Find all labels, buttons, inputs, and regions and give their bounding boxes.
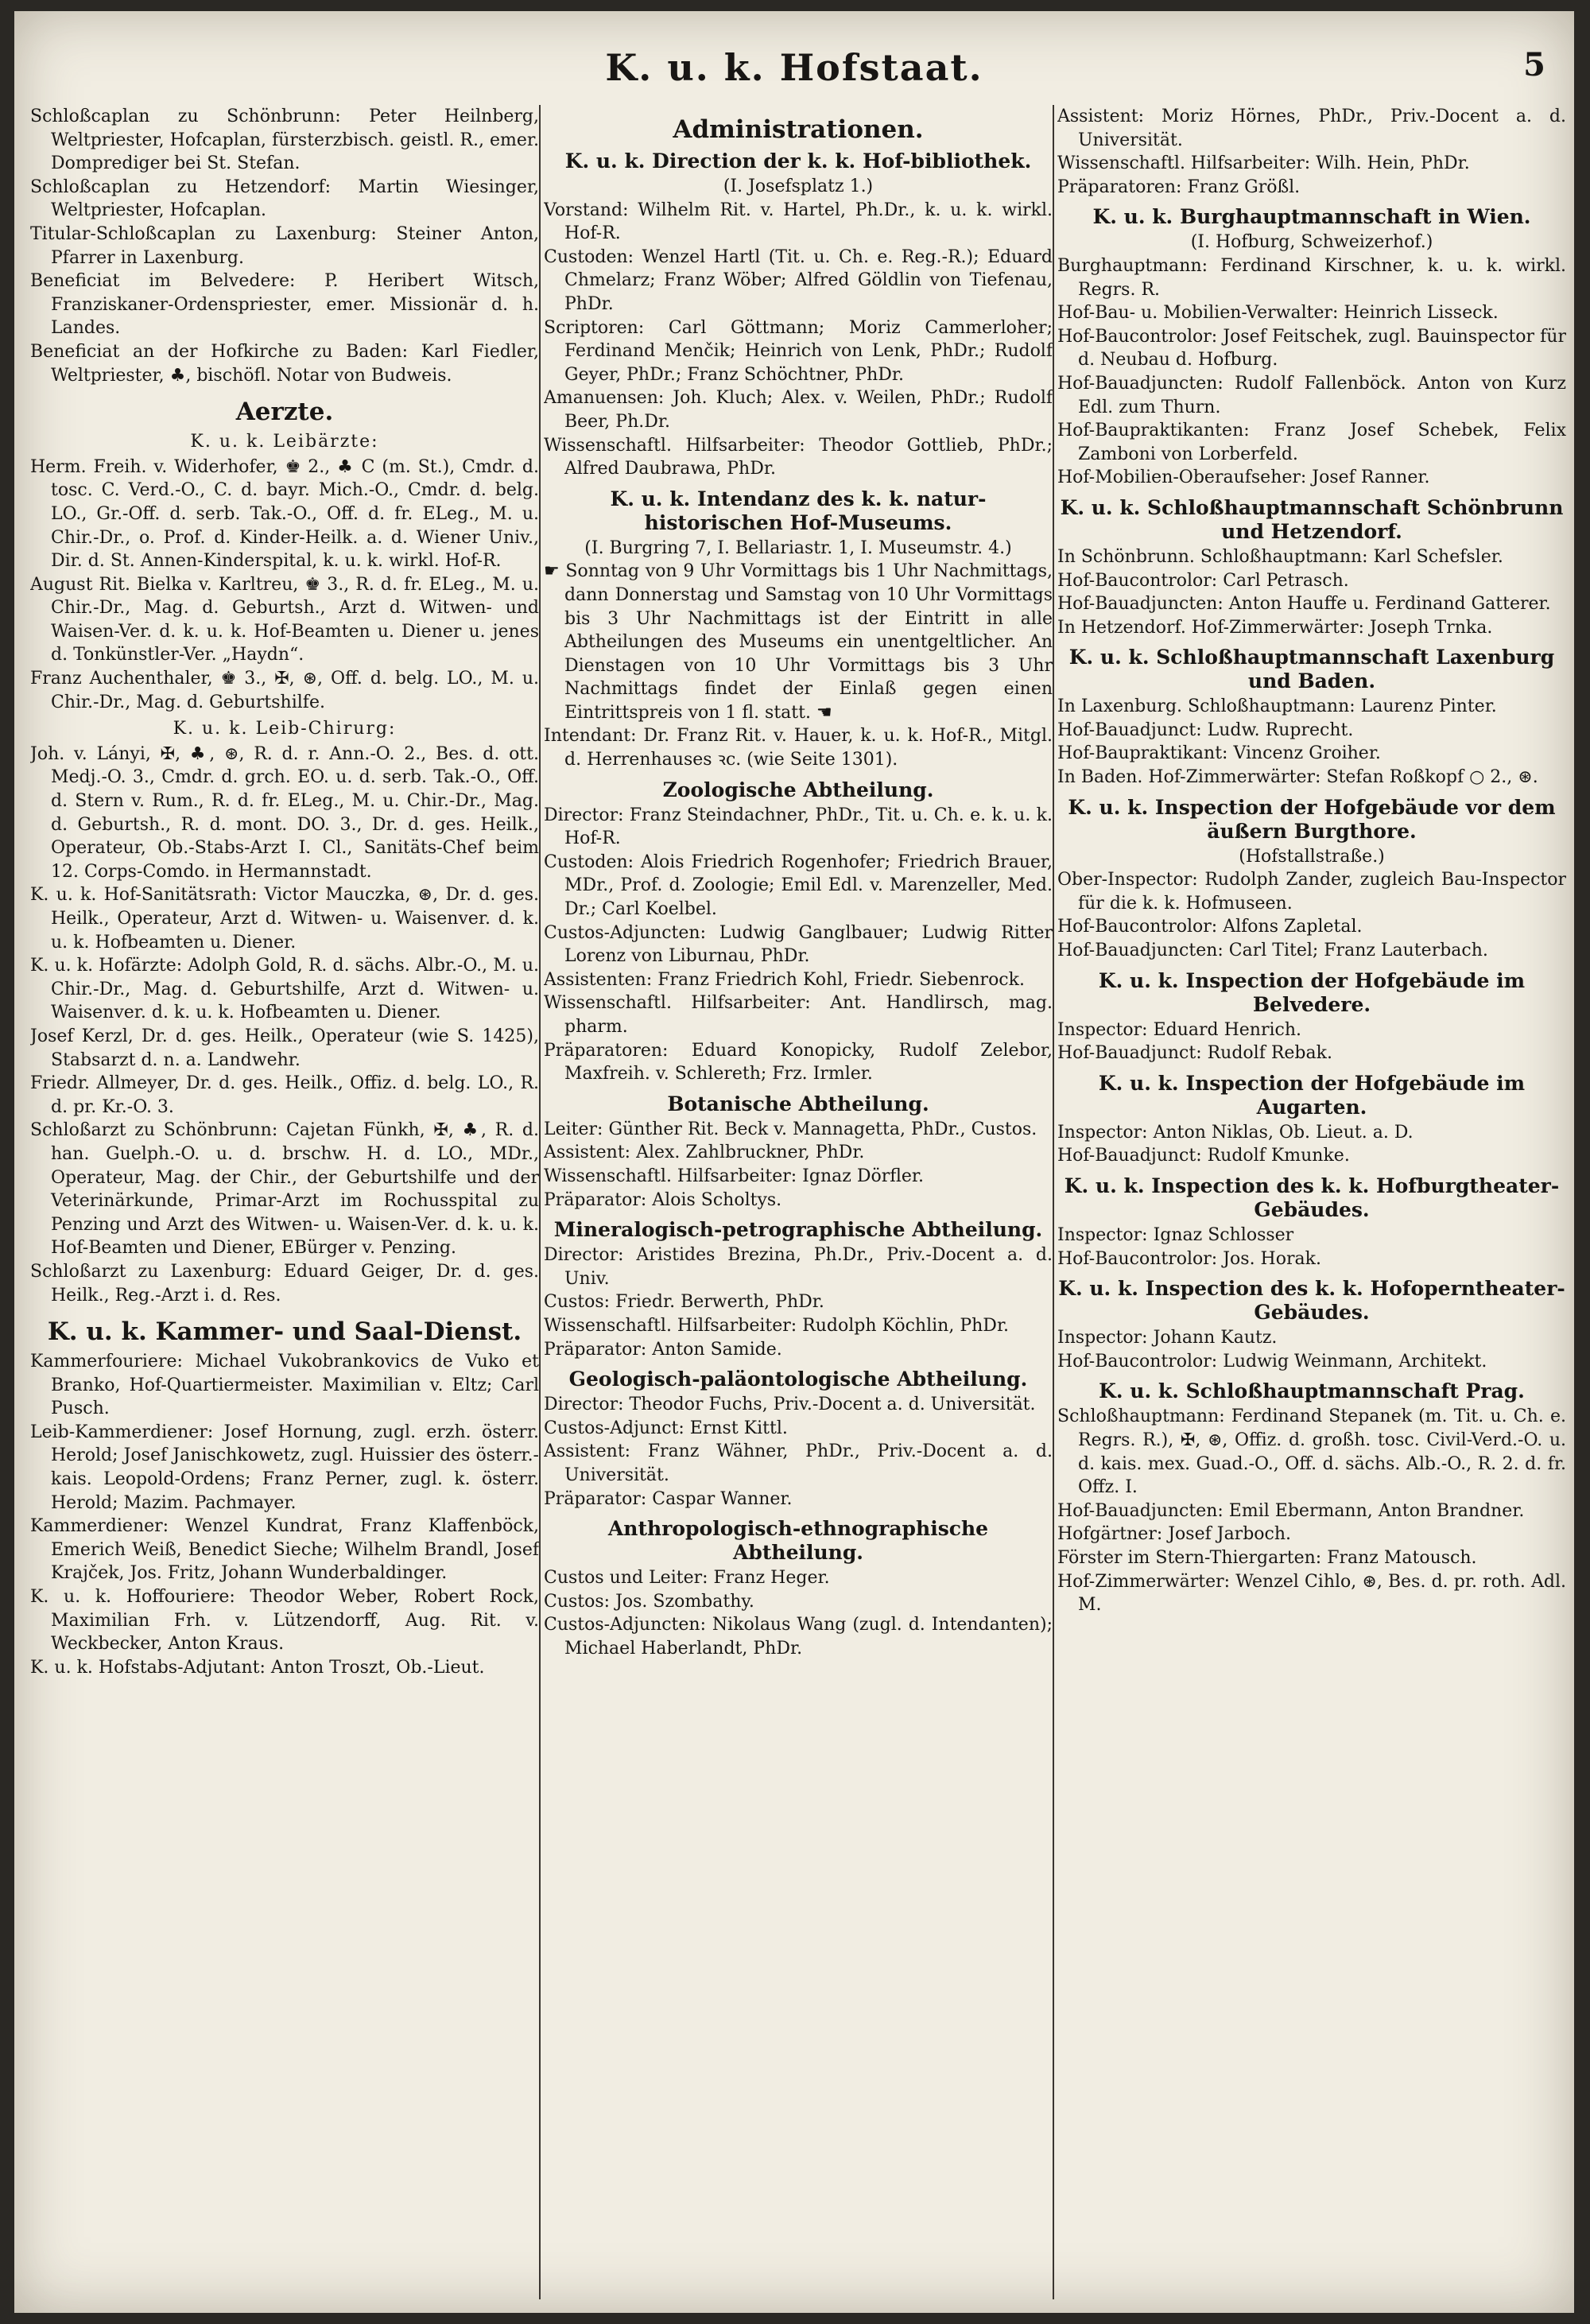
directory-entry: Custos: Jos. Szombathy.: [544, 1591, 754, 1612]
directory-entry: Vorstand: Wilhelm Rit. v. Hartel, Ph.Dr., k. u. k. wirkl. Hof-R.: [544, 200, 1053, 244]
address-note: (I. Josefsplatz 1.): [723, 177, 874, 196]
directory-entry: Director: Theodor Fuchs, Priv.-Docent a. d. Universität.: [544, 1395, 1036, 1415]
directory-entry: Kammerfouriere: Michael Vukobrankovics de Vuko et Branko, Hof-Quartiermeister. Maximilian v. Eltz; Carl Pusch.: [30, 1352, 539, 1419]
directory-entry: In Baden. Hof-Zimmerwärter: Stefan Roßkopf ○ 2., ⊛.: [1057, 767, 1538, 788]
subsection-heading: K. u. k. Inspection der Hofgebäude vor dem äußern Burgthore.: [1068, 795, 1556, 843]
directory-entry: Wissenschaftl. Hilfsarbeiter: Ant. Handlirsch, mag. pharm.: [544, 993, 1053, 1037]
directory-entry: Wissenschaftl. Hilfsarbeiter: Wilh. Hein, PhDr.: [1057, 153, 1470, 174]
directory-entry: In Hetzendorf. Hof-Zimmerwärter: Joseph Trnka.: [1057, 617, 1493, 638]
directory-entry: Kammerdiener: Wenzel Kundrat, Franz Klaffenböck, Emerich Weiß, Benedict Sieche; Wilhelm Brandl, Josef Krajček, Jos. Fritz, Johann Wunderbaldinger.: [30, 1516, 539, 1584]
address-note: (I. Hofburg, Schweizerhof.): [1190, 232, 1433, 253]
subsection-heading: K. u. k. Burghauptmannschaft in Wien.: [1092, 205, 1531, 229]
directory-entry: In Schönbrunn. Schloßhauptmann: Karl Schefsler.: [1057, 546, 1503, 567]
directory-entry: Custos-Adjunct: Ernst Kittl.: [544, 1418, 788, 1438]
group-label: K. u. k. Leibärzte:: [190, 432, 379, 452]
directory-entry: Wissenschaftl. Hilfsarbeiter: Ignaz Dörfler.: [544, 1166, 925, 1186]
directory-entry: Hof-Bauadjuncten: Carl Titel; Franz Lauterbach.: [1057, 941, 1488, 961]
directory-entry: Josef Kerzl, Dr. d. ges. Heilk., Operateur (wie S. 1425), Stabsarzt d. n. a. Landwehr.: [30, 1026, 539, 1070]
subsection-heading: K. u. k. Direction der k. k. Hof-bibliothek.: [564, 149, 1032, 173]
column-rule: [1053, 105, 1054, 2299]
directory-entry: Hof-Baupraktikanten: Franz Josef Schebek, Felix Zamboni von Lorberfeld.: [1057, 421, 1566, 464]
directory-entry: Amanuensen: Joh. Kluch; Alex. v. Weilen, PhDr.; Rudolf Beer, Ph.Dr.: [544, 388, 1053, 432]
section-heading: Administrationen.: [673, 115, 924, 144]
directory-entry: Hof-Zimmerwärter: Wenzel Cihlo, ⊛, Bes. d. pr. roth. Adl. M.: [1057, 1571, 1566, 1616]
column-right: [1057, 105, 1566, 2299]
subsection-heading: K. u. k. Intendanz des k. k. natur-historischen Hof-Museums.: [610, 487, 987, 534]
directory-entry: K. u. k. Hof-Sanitätsrath: Victor Mauczka, ⊛, Dr. d. ges. Heilk., Operateur, Arzt d. Witwen- u. Waisenver. d. k. u. k. Hofbeamten u. Diener.: [30, 885, 539, 952]
directory-entry: Assistenten: Franz Friedrich Kohl, Friedr. Siebenrock.: [544, 969, 1025, 990]
directory-entry: ☛ Sonntag von 9 Uhr Vormittags bis 1 Uhr Nachmittags, dann Donnerstag und Samstag von 10 Uhr Vormittags bis 3 Uhr Nachmittags ist der Eintritt in alle Abtheilungen des Museums ein unentgeltlicher. An Dienstagen von 10 Uhr Vormittags bis 3 Uhr Nachmittags findet der Einlaß gegen einen Eintrittspreis von 1 fl. statt. ☚: [544, 561, 1053, 723]
subsection-heading: K. u. k. Inspection des k. k. Hofoperntheater-Gebäudes.: [1058, 1277, 1565, 1325]
subsection-heading: Anthropologisch-ethnographische Abtheilung.: [607, 1517, 989, 1565]
directory-entry: Assistent: Franz Wähner, PhDr., Priv.-Docent a. d. Universität.: [544, 1441, 1053, 1485]
subsection-heading: K. u. k. Schloßhauptmannschaft Prag.: [1099, 1379, 1525, 1403]
directory-entry: Schloßhauptmann: Ferdinand Stepanek (m. Tit. u. Ch. e. Regrs. R.), ✠, ⊛, Offiz. d. großh. tosc. Civil-Verd.-O. u. d. kais. mex. Guad.-O., Off. d. sächs. Alb.-O., R. 2. d. fr. Offz. I.: [1057, 1406, 1566, 1498]
directory-entry: Inspector: Johann Kautz.: [1057, 1328, 1278, 1348]
directory-entry: Schloßarzt zu Laxenburg: Eduard Geiger, Dr. d. ges. Heilk., Reg.-Arzt i. d. Res.: [30, 1261, 539, 1306]
page-header: [14, 40, 1574, 95]
directory-entry: Hofgärtner: Josef Jarboch.: [1057, 1524, 1292, 1545]
subsection-heading: K. u. k. Schloßhauptmannschaft Schönbrunn und Hetzendorf.: [1060, 495, 1564, 543]
directory-entry: Hof-Baucontrolor: Carl Petrasch.: [1057, 570, 1349, 591]
directory-entry: Inspector: Anton Niklas, Ob. Lieut. a. D.: [1057, 1122, 1414, 1143]
directory-entry: Hof-Bauadjunct: Rudolf Rebak.: [1057, 1043, 1332, 1064]
directory-entry: Hof-Bauadjuncten: Emil Ebermann, Anton Brandner.: [1057, 1500, 1525, 1521]
directory-entry: In Laxenburg. Schloßhauptmann: Laurenz Pinter.: [1057, 696, 1497, 717]
page-number: 5: [1523, 46, 1545, 83]
directory-entry: Beneficiat an der Hofkirche zu Baden: Karl Fiedler, Weltpriester, ♣, bischöfl. Notar von Budweis.: [30, 341, 539, 386]
book-page: [14, 11, 1574, 2313]
subsection-heading: K. u. k. Inspection der Hofgebäude im Augarten.: [1098, 1071, 1526, 1119]
directory-entry: Präparator: Caspar Wanner.: [544, 1488, 793, 1509]
directory-entry: K. u. k. Hoffouriere: Theodor Weber, Robert Rock, Maximilian Frh. v. Lützendorff, Aug. Rit. v. Weckbecker, Anton Kraus.: [30, 1587, 539, 1655]
directory-entry: Inspector: Ignaz Schlosser: [1057, 1225, 1294, 1245]
directory-entry: Schloßcaplan zu Schönbrunn: Peter Heilnberg, Weltpriester, Hofcaplan, fürsterzbisch. geistl. R., emer. Domprediger bei St. Stefan.: [30, 107, 539, 174]
directory-entry: Schloßcaplan zu Hetzendorf: Martin Wiesinger, Weltpriester, Hofcaplan.: [30, 177, 539, 221]
directory-entry: Inspector: Eduard Henrich.: [1057, 1019, 1302, 1040]
subsection-heading: K. u. k. Inspection der Hofgebäude im Belvedere.: [1098, 968, 1526, 1016]
directory-entry: Joh. v. Lányi, ✠, ♣, ⊛, R. d. r. Ann.-O. 2., Bes. d. ott. Medj.-O. 3., Cmdr. d. grch. EO. u. d. serb. Tak.-O., Off. d. Stern v. Rum., R. d. fr. ELeg., M. u. Chir.-Dr., Mag. d. Geburtsh., R. d. mont. DO. 3., Dr. d. ges. Heilk., Operateur, Ob.-Stabs-Arzt I. Cl., Sanitäts-Chef beim 12. Corps-Comdo. in Hermannstadt.: [30, 743, 539, 882]
directory-entry: Schloßarzt zu Schönbrunn: Cajetan Fünkh, ✠, ♣, R. d. han. Guelph.-O. u. d. brschw. H. d. LO., MDr., Operateur, Mag. der Chir., der Geburtshilfe und der Veterinärkunde, Primar-Arzt im Rochusspital zu Penzing und Arzt des Witwen- u. Waisen-Ver. d. k. u. k. Hof-Beamten und Diener, EBürger v. Penzing.: [30, 1120, 539, 1259]
directory-entry: Intendant: Dr. Franz Rit. v. Hauer, k. u. k. Hof-R., Mitgl. d. Herrenhauses ꝛc. (wie Seite 1301).: [544, 726, 1053, 770]
column-middle: [544, 105, 1053, 2299]
directory-entry: Franz Auchenthaler, ♚ 3., ✠, ⊛, Off. d. belg. LO., M. u. Chir.-Dr., Mag. d. Geburtshilfe.: [30, 669, 539, 712]
directory-entry: Beneficiat im Belvedere: P. Heribert Witsch, Franziskaner-Ordenspriester, emer. Missionär d. h. Landes.: [30, 271, 539, 339]
section-heading: Aerzte.: [235, 398, 334, 427]
directory-entry: Hof-Baucontrolor: Ludwig Weinmann, Architekt.: [1057, 1351, 1487, 1372]
directory-entry: Hof-Bauadjunct: Ludw. Ruprecht.: [1057, 720, 1354, 740]
directory-entry: Hof-Baucontrolor: Jos. Horak.: [1057, 1248, 1321, 1269]
directory-entry: Burghauptmann: Ferdinand Kirschner, k. u. k. wirkl. Regrs. R.: [1057, 255, 1566, 300]
directory-entry: Hof-Bau- u. Mobilien-Verwalter: Heinrich Lisseck.: [1057, 303, 1499, 324]
directory-entry: Hof-Bauadjunct: Rudolf Kmunke.: [1057, 1146, 1350, 1166]
directory-entry: Titular-Schloßcaplan zu Laxenburg: Steiner Anton, Pfarrer in Laxenburg.: [30, 223, 539, 268]
directory-entry: Förster im Stern-Thiergarten: Franz Matousch.: [1057, 1547, 1477, 1568]
directory-entry: Custos und Leiter: Franz Heger.: [544, 1568, 830, 1589]
directory-entry: Herm. Freih. v. Widerhofer, ♚ 2., ♣ C (m. St.), Cmdr. d. tosc. C. Verd.-O., C. d. bayr. Mich.-O., Cmdr. d. belg. LO., Gr.-Off. d. serb. Tak.-O., Off. d. fr. ELeg., M. u. Chir.-Dr., o. Prof. d. Kinder-Heilk. a. d. Wiener Univ., Dir. d. St. Annen-Kinderspital, k. u. k. wirkl. Hof-R.: [30, 456, 539, 572]
group-label: K. u. k. Leib-Chirurg:: [173, 719, 397, 739]
directory-entry: Hof-Baupraktikant: Vincenz Groiher.: [1057, 743, 1381, 764]
directory-entry: Custos: Friedr. Berwerth, PhDr.: [544, 1292, 824, 1313]
directory-entry: Custoden: Wenzel Hartl (Tit. u. Ch. e. Reg.-R.); Eduard Chmelarz; Franz Wöber; Alfred Göldlin von Tiefenau, PhDr.: [544, 246, 1053, 314]
directory-entry: Custoden: Alois Friedrich Rogenhofer; Friedrich Brauer, MDr., Prof. d. Zoologie; Emil Edl. v. Marenzeller, Med. Dr.; Carl Koelbel.: [544, 852, 1053, 920]
section-heading: K. u. k. Kammer- und Saal-Dienst.: [47, 1317, 522, 1347]
directory-entry: Leib-Kammerdiener: Josef Hornung, zugl. erzh. österr. Herold; Josef Janischkowetz, zugl. Huissier des österr.-kais. Leopold-Ordens; Franz Perner, zugl. k. österr. Herold; Mazim. Pachmayer.: [30, 1422, 539, 1513]
subsection-heading: Zoologische Abtheilung.: [662, 778, 934, 801]
directory-entry: Director: Aristides Brezina, Ph.Dr., Priv.-Docent a. d. Univ.: [544, 1245, 1053, 1289]
directory-entry: Hof-Bauadjuncten: Rudolf Fallenböck. Anton von Kurz Edl. zum Thurn.: [1057, 373, 1566, 417]
directory-entry: Hof-Mobilien-Oberaufseher: Josef Ranner.: [1057, 468, 1430, 488]
directory-entry: Custos-Adjuncten: Nikolaus Wang (zugl. d. Intendanten); Michael Haberlandt, PhDr.: [544, 1615, 1053, 1659]
directory-entry: Hof-Bauadjuncten: Anton Hauffe u. Ferdinand Gatterer.: [1057, 594, 1551, 615]
subsection-heading: K. u. k. Schloßhauptmannschaft Laxenburg und Baden.: [1068, 646, 1555, 693]
directory-entry: Hof-Baucontrolor: Alfons Zapletal.: [1057, 917, 1363, 937]
directory-entry: Wissenschaftl. Hilfsarbeiter: Theodor Gottlieb, PhDr.; Alfred Daubrawa, PhDr.: [544, 435, 1053, 479]
address-note: (Hofstallstraße.): [1239, 846, 1385, 867]
directory-entry: Friedr. Allmeyer, Dr. d. ges. Heilk., Offiz. d. belg. LO., R. d. pr. Kr.-O. 3.: [30, 1073, 539, 1117]
directory-entry: Ober-Inspector: Rudolph Zander, zugleich Bau-Inspector für die k. k. Hofmuseen.: [1057, 870, 1566, 914]
directory-entry: Custos-Adjuncten: Ludwig Ganglbauer; Ludwig Ritter Lorenz von Liburnau, PhDr.: [544, 922, 1053, 967]
column-left: [30, 105, 539, 2299]
directory-entry: Präparator: Alois Scholtys.: [544, 1189, 782, 1210]
directory-entry: Hof-Baucontrolor: Josef Feitschek, zugl. Bauinspector für d. Neubau d. Hofburg.: [1057, 326, 1566, 371]
directory-entry: Präparator: Anton Samide.: [544, 1339, 782, 1360]
directory-entry: Assistent: Alex. Zahlbruckner, PhDr.: [544, 1143, 865, 1163]
subsection-heading: Mineralogisch-petrographische Abtheilung.: [553, 1218, 1043, 1242]
directory-entry: K. u. k. Hofstabs-Adjutant: Anton Troszt, Ob.-Lieut.: [30, 1657, 485, 1678]
directory-entry: Präparatoren: Eduard Konopicky, Rudolf Zelebor, Maxfreih. v. Schlereth; Frz. Irmler.: [544, 1040, 1053, 1084]
subsection-heading: K. u. k. Inspection des k. k. Hofburgtheater-Gebäudes.: [1064, 1174, 1560, 1221]
directory-entry: Leiter: Günther Rit. Beck v. Mannagetta, PhDr., Custos.: [544, 1119, 1037, 1139]
address-note: (I. Burgring 7, I. Bellariastr. 1, I. Museumstr. 4.): [584, 537, 1012, 558]
directory-entry: Präparatoren: Franz Größl.: [1057, 177, 1301, 197]
directory-entry: Assistent: Moriz Hörnes, PhDr., Priv.-Docent a. d. Universität.: [1057, 107, 1566, 150]
directory-entry: Scriptoren: Carl Göttmann; Moriz Cammerloher; Ferdinand Menčik; Heinrich von Lenk, PhDr.; Rudolf Geyer, PhDr.; Franz Schöchtner, PhDr.: [544, 317, 1053, 385]
directory-entry: Wissenschaftl. Hilfsarbeiter: Rudolph Köchlin, PhDr.: [544, 1315, 1010, 1336]
subsection-heading: Geologisch-paläontologische Abtheilung.: [568, 1368, 1028, 1391]
subsection-heading: Botanische Abtheilung.: [667, 1092, 929, 1115]
running-title: K. u. k. Hofstaat.: [605, 46, 983, 89]
directory-entry: August Rit. Bielka v. Karltreu, ♚ 3., R. d. fr. ELeg., M. u. Chir.-Dr., Mag. d. Geburtsh., Arzt d. Witwen- und Waisen-Ver. d. k. u. k. Hof-Beamten u. Diener u. jenes d. Tonkünstler-Ver. „Haydn“.: [30, 574, 539, 665]
column-rule: [539, 105, 541, 2299]
directory-entry: K. u. k. Hofärzte: Adolph Gold, R. d. sächs. Albr.-O., M. u. Chir.-Dr., Mag. d. Geburtshilfe, Arzt d. Witwen- u. Waisenver. d. k. u. k. Hofbeamten u. Diener.: [30, 956, 539, 1023]
directory-entry: Director: Franz Steindachner, PhDr., Tit. u. Ch. e. k. u. k. Hof-R.: [544, 805, 1053, 849]
